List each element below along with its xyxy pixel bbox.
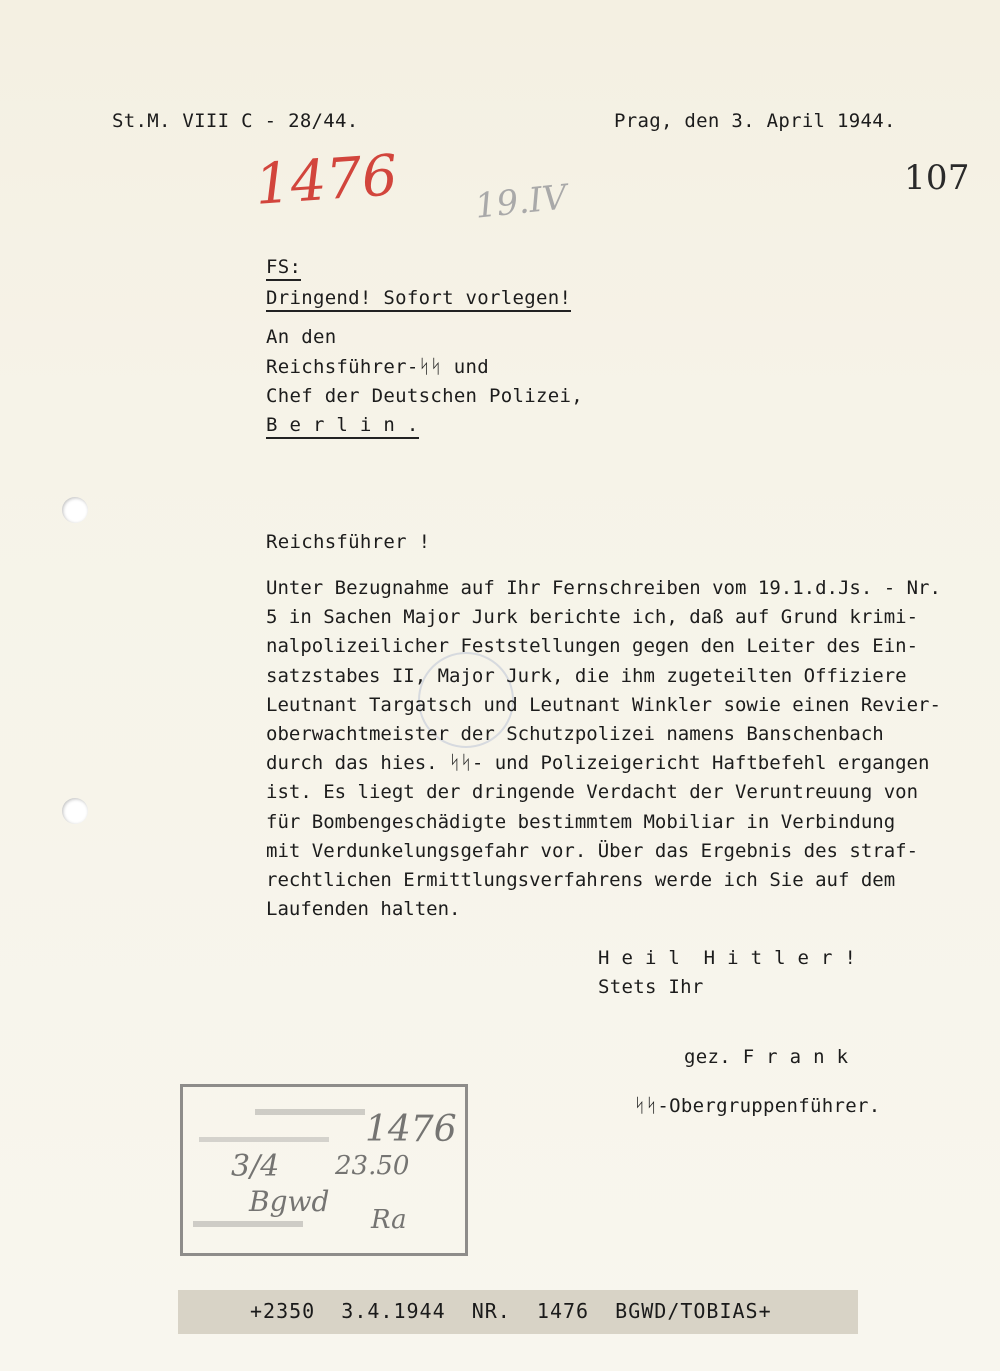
signer-rank: ᛋᛋ-Obergruppenführer. [634,1095,881,1117]
punch-hole-bottom [62,798,88,824]
red-handwritten-number: 1476 [252,143,400,218]
recipient-line-1: An den [266,326,337,348]
reference-number: St.M. VIII C - 28/44. [112,110,359,132]
body-line: nalpolizeilicher Feststellungen gegen den Leiter des Ein- [266,635,919,658]
body-line: rechtlichen Ermittlungsverfahrens werde ich Sie auf dem [266,868,896,891]
city-text: B e r l i n . [266,414,419,439]
body-line: für Bombengeschädigte bestimmtem Mobiliar in Verbindung [266,810,896,833]
folio-number: 107 [904,158,970,198]
body-line: durch das hies. ᛋᛋ- und Polizeigericht Haftbefehl ergangen [266,752,930,775]
stamp-hand-number: 1476 [365,1109,457,1150]
stamp-print-line [255,1099,365,1115]
stamp-hand-initials: Bgwd [249,1185,330,1218]
body-line: mit Verdunkelungsgefahr vor. Über das Ergebnis des straf- [266,839,919,862]
fs-text: FS: [266,256,301,281]
closing-greeting: H e i l H i t l e r ! [598,947,857,969]
stamp-print-line [199,1129,329,1142]
recipient-city [266,414,419,436]
body-line: Unter Bezugnahme auf Ihr Fernschreiben vom 19.1.d.Js. - Nr. [266,577,941,599]
body-line: Leutnant Targatsch und Leutnant Winkler sowie einen Revier- [266,693,941,716]
body-line: Laufenden halten. [266,898,461,921]
pencil-note: 19.IV [473,177,569,227]
closing-line: Stets Ihr [598,976,704,998]
body-line: oberwachtmeister der Schutzpolizei namens Banschenbach [266,722,884,745]
body-line: satzstabes II, Major Jurk, die ihm zugeteilten Offiziere [266,664,907,687]
place-date: Prag, den 3. April 1944. [614,110,896,132]
letter-body [266,574,966,924]
teletype-text: +2350 3.4.1944 NR. 1476 BGWD/TOBIAS+ [250,1299,772,1323]
fs-label [266,256,301,278]
recipient-line-2: Reichsführer-ᛋᛋ und [266,356,489,378]
stamp-hand-date: 3/4 [231,1149,280,1184]
urgent-text: Dringend! Sofort vorlegen! [266,287,571,312]
signature: gez. F r a n k [684,1046,849,1068]
salutation: Reichsführer ! [266,531,431,553]
stamp-hand-time: 23.50 [335,1151,410,1181]
body-line: ist. Es liegt der dringende Verdacht der Veruntreuung von [266,781,919,804]
stamp-hand-mark: Ra [371,1205,407,1235]
punch-hole-top [62,497,88,523]
recipient-line-3: Chef der Deutschen Polizei, [266,385,583,407]
teletype-strip [178,1290,858,1334]
receipt-stamp [180,1084,468,1256]
body-line: 5 in Sachen Major Jurk berichte ich, daß auf Grund krimi- [266,606,919,629]
urgent-line [266,287,571,309]
